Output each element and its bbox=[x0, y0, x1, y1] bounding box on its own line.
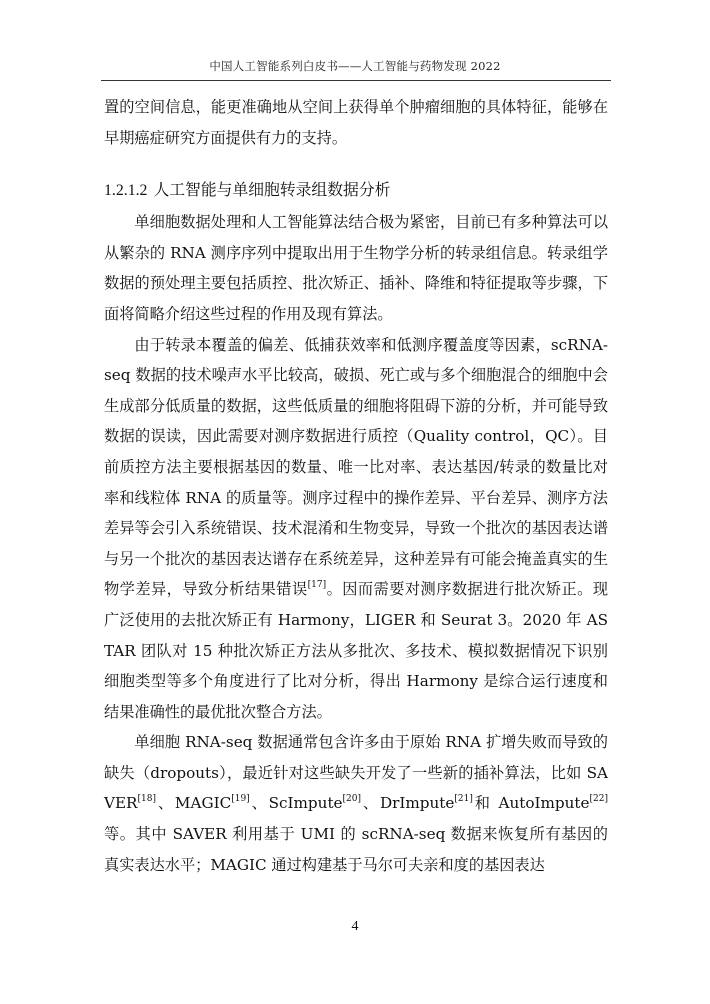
paragraph-text: 和 AutoImpute bbox=[472, 794, 590, 813]
section-heading bbox=[104, 175, 608, 206]
paragraph-text: 单细胞 RNA-seq 数据通常包含许多由于原始 RNA 扩增失败而导致的缺失（dropouts），最近针对这些缺失开发了一些新的插补算法，比如 SAVER bbox=[104, 733, 608, 813]
section-title: 人工智能与单细胞转录组数据分析 bbox=[153, 180, 391, 200]
body-text bbox=[104, 92, 608, 880]
paragraph-intro: 单细胞数据处理和人工智能算法结合极为紧密，目前已有多种算法可以从繁杂的 RNA 测序序列中提取出用于生物学分析的转录组信息。转录组学数据的预处理主要包括质控、批次矫正、插补、降维和特征提取等步骤，下面将简略介绍这些过程的作用及现有算法。 bbox=[104, 213, 608, 323]
paragraph-continuation: 置的空间信息，能更准确地从空间上获得单个肿瘤细胞的具体特征，能够在早期癌症研究方面提供有力的支持。 bbox=[104, 98, 608, 147]
citation-ref: [17] bbox=[307, 580, 327, 591]
citation-ref: [19] bbox=[231, 794, 250, 805]
paragraph-text: 。因而需要对测序数据进行批次矫正。现广泛使用的去批次矫正有 Harmony，LIGER 和 Seurat 3。2020 年 ASTAR 团队对 15 种批次矫正方法从多批次、多技术、模拟数据情况下识别细胞类型等多个角度进行了比对分析，得出 Harmony 是综合运行速度和结果准确性的最优批次整合方法。 bbox=[104, 580, 609, 721]
citation-ref: [18] bbox=[137, 794, 156, 805]
paragraph-text: 、DrImpute bbox=[361, 794, 455, 813]
paragraph-text: 、MAGIC bbox=[155, 794, 232, 813]
citation-ref: [22] bbox=[589, 794, 608, 805]
citation-ref: [20] bbox=[342, 794, 362, 805]
header-rule bbox=[101, 80, 611, 81]
paragraph-imputation bbox=[104, 727, 608, 880]
running-header: 中国人工智能系列白皮书——人工智能与药物发现 2022 bbox=[209, 59, 501, 73]
page-number: 4 bbox=[351, 919, 359, 934]
paragraph-text: 、ScImpute bbox=[249, 794, 343, 813]
paragraph-quality-control bbox=[104, 330, 608, 728]
section-number: 1.2.1.2 bbox=[104, 182, 148, 200]
citation-ref: [21] bbox=[454, 794, 473, 805]
paragraph-text: 由于转录本覆盖的偏差、低捕获效率和低测序覆盖度等因素，scRNA-seq 数据的技术噪声水平比较高，破损、死亡或与多个细胞混合的细胞中会生成部分低质量的数据，这些低质量的细胞将阻碍下游的分析，并可能导致数据的误读，因此需要对测序数据进行质控（Quality control，QC）。目前质控方法主要根据基因的数量、唯一比对率、表达基因/转录的数量比对率和线粒体 RNA 的质量等。测序过程中的操作差异、平台差异、测序方法差异等会引入系统错误、技术混淆和生物变异，导致一个批次的基因表达谱与另一个批次的基因表达谱存在系统差异，这种差异有可能会掩盖真实的生物学差异，导致分析结果错误 bbox=[104, 335, 608, 599]
paragraph-text: 等。其中 SAVER 利用基于 UMI 的 scRNA-seq 数据来恢复所有基因的真实表达水平；MAGIC 通过构建基于马尔可夫亲和度的基因表达 bbox=[104, 825, 608, 874]
